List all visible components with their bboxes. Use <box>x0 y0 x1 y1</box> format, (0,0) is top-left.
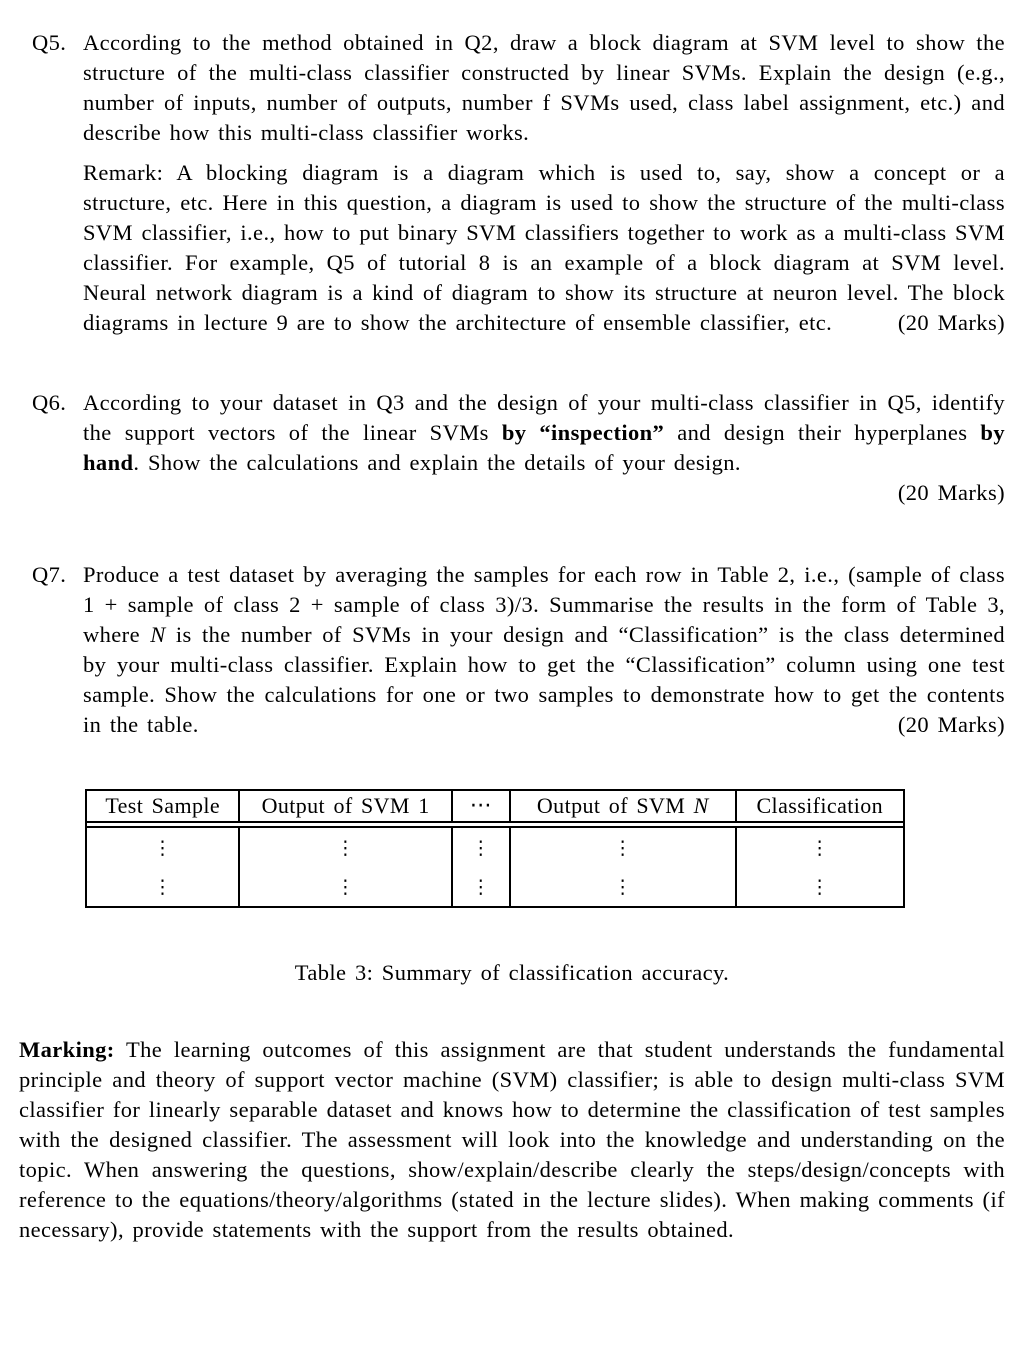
question-q7-marks: (20 Marks) <box>897 712 1005 737</box>
table-header-output-svm-n <box>510 790 736 822</box>
table-3 <box>85 789 905 908</box>
q6-run-0: According to your dataset in Q3 and the design of your multi-class classifier in Q5, identify the support vectors of the linear SVMs <box>83 390 1005 445</box>
table-header-output-svm-n-prefix: Output of SVM <box>536 793 694 818</box>
table-3-caption: Table 3: Summary of classification accuracy. <box>294 960 730 985</box>
table-cell-vdots: ⋮ <box>510 867 736 907</box>
q7-run-2: is the number of SVMs in your design and “Classification” is the class determined by your multi-class classifier. Explain how to get the “Classification” column using one test sample. Show the calculations for one or two samples to demonstrate how to get the contents in the table. <box>83 622 1005 737</box>
table-header-output-svm-1: Output of SVM 1 <box>239 790 452 822</box>
question-q7-label: Q7. <box>32 562 67 587</box>
table-header-test-sample: Test Sample <box>86 790 239 822</box>
question-q5 <box>19 28 1005 338</box>
question-q6-body <box>83 388 1005 478</box>
question-q6-marks: (20 Marks) <box>897 480 1005 505</box>
table-cell-vdots: ⋮ <box>452 867 510 907</box>
table-header-cdots: ⋯ <box>452 790 510 822</box>
q6-run-4: . Show the calculations and explain the details of your design. <box>133 450 741 475</box>
table-cell-vdots: ⋮ <box>239 827 452 867</box>
question-q5-label: Q5. <box>32 30 67 55</box>
table-header-classification: Classification <box>736 790 904 822</box>
marking-label: Marking: <box>19 1037 115 1062</box>
table-cell-vdots: ⋮ <box>452 827 510 867</box>
question-q5-marks: (20 Marks) <box>897 310 1005 335</box>
q7-run-0: Produce a test dataset by averaging the samples for each row in Table 2, i.e., (sample of class 1 + sample of class 2 + sample of class 3)/3. Summarise the results in the form of Table 3, where <box>83 562 1005 647</box>
table-header-row <box>86 790 904 822</box>
table-cell-vdots: ⋮ <box>510 827 736 867</box>
table-header-output-svm-n-italic: N <box>693 793 709 818</box>
q6-run-bold-inspection: by “inspection” <box>501 420 665 445</box>
q6-run-bold-by-hand: by hand <box>83 420 1005 475</box>
table-cell-vdots: ⋮ <box>736 867 904 907</box>
question-q6 <box>19 388 1005 508</box>
table-row <box>86 867 904 907</box>
table-cell-vdots: ⋮ <box>239 867 452 907</box>
question-q7-body <box>83 560 1005 740</box>
q6-run-2: and design their hyperplanes <box>664 420 981 445</box>
q7-run-italic-n: N <box>150 622 166 647</box>
question-q5-remark-text: Remark: A blocking diagram is a diagram which is used to, say, show a concept or a structure, etc. Here in this question, a diagram is used to show the structure of the multi-class SVM classifier, i.e., how to put binary SVM classifiers together to work as a multi-class SVM classifier. For example, Q5 of tutorial 8 is an example of a block diagram at SVM level. Neural network diagram is a kind of diagram to show its structure at neuron level. The block diagrams in lecture 9 are to show the architecture of ensemble classifier, etc. <box>83 160 1005 335</box>
question-q5-remark <box>83 158 1005 338</box>
table-cell-vdots: ⋮ <box>86 867 239 907</box>
question-q7 <box>19 560 1005 740</box>
marking-paragraph <box>19 1035 1005 1245</box>
marking-text: The learning outcomes of this assignment are that student understands the fundamental principle and theory of support vector machine (SVM) classifier; is able to design multi-class SVM classifier for linearly separable dataset and knows how to determine the classification of test samples with the designed classifier. The assessment will look into the knowledge and understanding on the topic. When answering the questions, show/explain/describe clearly the steps/design/concepts with reference to the equations/theory/algorithms (stated in the lecture slides). When making comments (if necessary), provide statements with the support from the results obtained. <box>19 1037 1005 1242</box>
question-q6-label: Q6. <box>32 390 67 415</box>
table-cell-vdots: ⋮ <box>86 827 239 867</box>
table-row <box>86 827 904 867</box>
question-q5-body: According to the method obtained in Q2, draw a block diagram at SVM level to show the structure of the multi-class classifier constructed by linear SVMs. Explain the design (e.g., number of inputs, number of outputs, number f SVMs used, class label assignment, etc.) and describe how this multi-class classifier works. <box>83 30 1005 145</box>
table-cell-vdots: ⋮ <box>736 827 904 867</box>
